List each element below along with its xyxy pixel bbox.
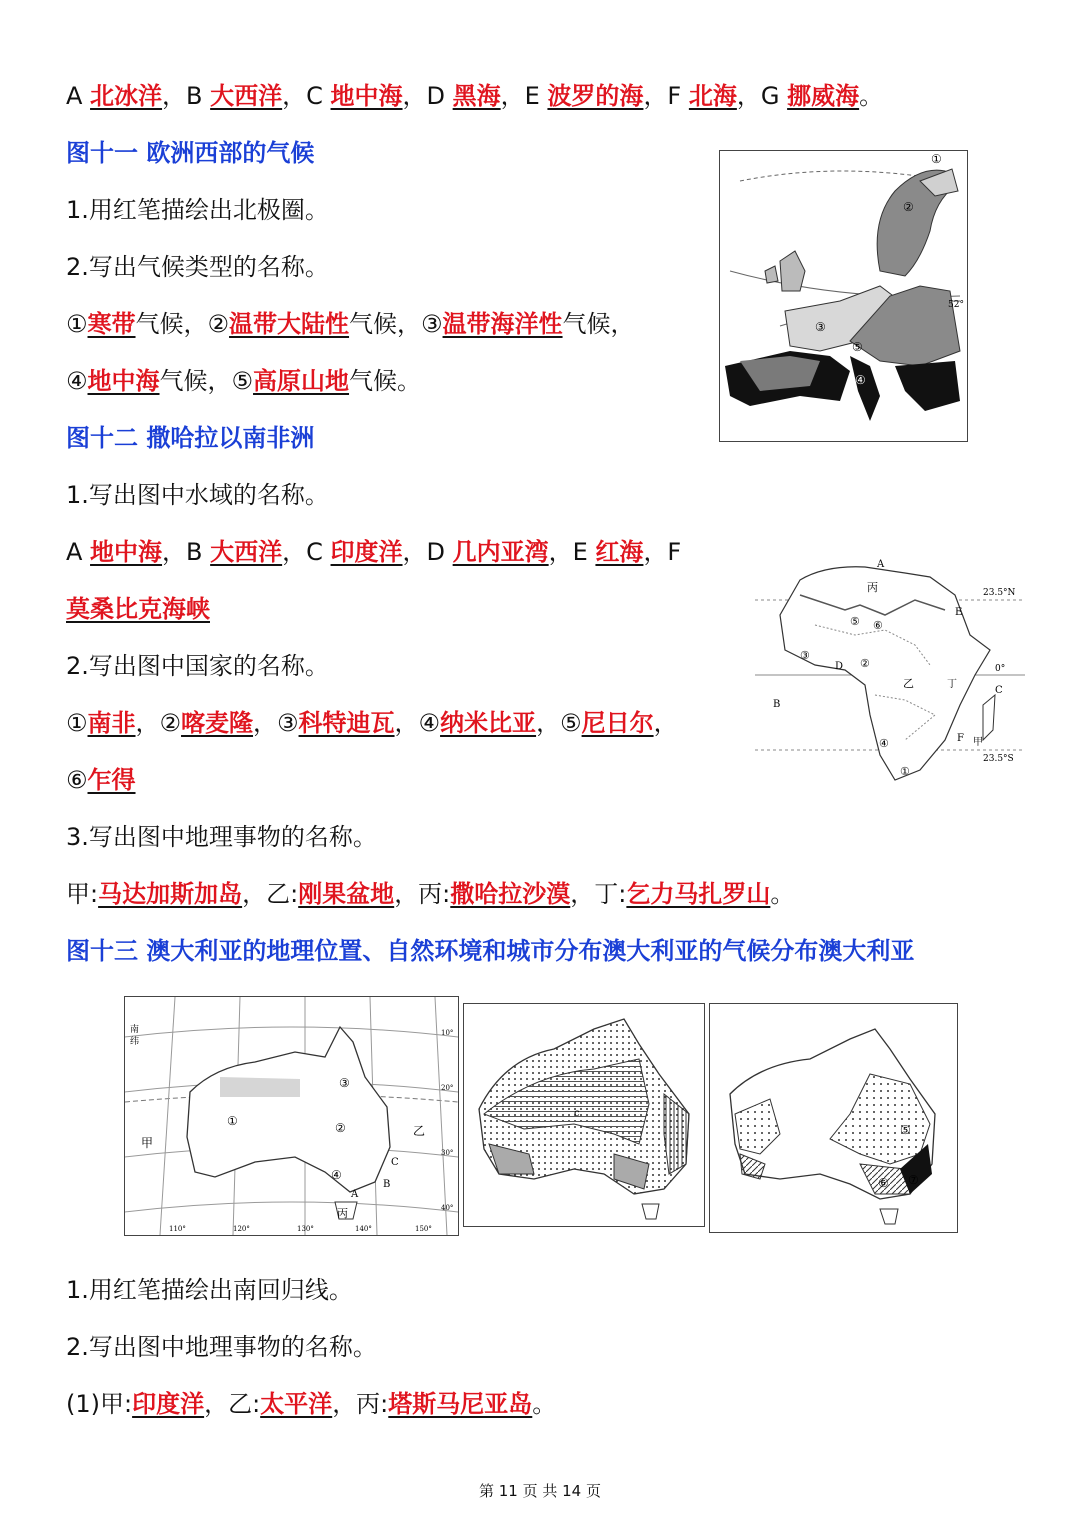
africa-label-equator: 0° bbox=[995, 664, 1006, 674]
answer-water-f: 莫桑比克海峡 bbox=[66, 595, 210, 623]
aus1-label-3: ③ bbox=[339, 1076, 350, 1090]
africa-map bbox=[755, 555, 1025, 790]
answer-water-e: 红海 bbox=[595, 538, 644, 566]
australia-climate-map bbox=[463, 1003, 705, 1227]
aus1-label-bing: 丙 bbox=[337, 1207, 348, 1220]
aus1-tick-110: 110° bbox=[169, 1225, 186, 1233]
section-11-title: 图十一 欧洲西部的气候 bbox=[66, 139, 315, 167]
africa-label-yi: 乙 bbox=[903, 677, 914, 690]
text: ，③ bbox=[253, 709, 299, 737]
map-label-1: ① bbox=[931, 152, 942, 166]
answer-water-b: 大西洋 bbox=[210, 538, 283, 566]
africa-label-E: E bbox=[955, 607, 963, 618]
answer-country-4: 纳米比亚 bbox=[440, 709, 537, 737]
answer-climate-4: 地中海 bbox=[87, 367, 160, 395]
aus1-tick-140: 140° bbox=[355, 1225, 372, 1233]
africa-label-C: C bbox=[995, 685, 1003, 696]
text: ⑥ bbox=[66, 766, 88, 794]
answer-feature-2: 刚果盆地 bbox=[298, 880, 395, 908]
label-b: ，B bbox=[162, 82, 211, 110]
s11-question-2: 2.写出气候类型的名称。 bbox=[66, 253, 329, 281]
text: 甲: bbox=[66, 880, 99, 908]
map-lat-label: 52° bbox=[948, 300, 964, 310]
s12-question-1: 1.写出图中水域的名称。 bbox=[66, 481, 329, 509]
answer-aus-2: 太平洋 bbox=[260, 1390, 333, 1418]
africa-label-tropic-n: 23.5°N bbox=[983, 588, 1016, 598]
answer-feature-1: 马达加斯加岛 bbox=[98, 880, 243, 908]
period: 。 bbox=[859, 82, 884, 110]
text: ，丁: bbox=[570, 880, 627, 908]
answer-e: 波罗的海 bbox=[547, 82, 644, 110]
map-label-2: ② bbox=[903, 200, 914, 214]
text: 气候，② bbox=[135, 310, 230, 338]
answer-feature-4: 乞力马扎罗山 bbox=[626, 880, 771, 908]
africa-label-5: ⑤ bbox=[850, 615, 860, 628]
answer-b: 大西洋 bbox=[210, 82, 283, 110]
s11-question-1: 1.用红笔描绘出北极圈。 bbox=[66, 196, 329, 224]
text: 气候，③ bbox=[349, 310, 443, 338]
aus2-label-c: c bbox=[574, 1108, 580, 1119]
text: 气候，⑤ bbox=[159, 367, 254, 395]
australia-climate-distribution-map bbox=[709, 1003, 958, 1233]
answer-climate-1: 寒带 bbox=[87, 310, 136, 338]
text: 。 bbox=[532, 1390, 557, 1418]
africa-label-ding: 丁 bbox=[947, 679, 957, 690]
text: ，C bbox=[282, 538, 331, 566]
text: A bbox=[66, 538, 91, 566]
section-13-title: 图十三 澳大利亚的地理位置、自然环境和城市分布澳大利亚的气候分布澳大利亚 bbox=[66, 937, 915, 965]
text: ，丙: bbox=[394, 880, 451, 908]
aus1-label-lat-s: 南 bbox=[130, 1025, 140, 1035]
text: 气候。 bbox=[349, 367, 422, 395]
text: ，② bbox=[135, 709, 182, 737]
aus3-label-6: ⑥ bbox=[878, 1176, 889, 1190]
aus1-label-jia: 甲 bbox=[141, 1136, 154, 1150]
text: (1)甲: bbox=[66, 1390, 133, 1418]
text: 。 bbox=[770, 880, 795, 908]
aus1-label-yi: 乙 bbox=[413, 1124, 426, 1138]
label-d: ，D bbox=[402, 82, 453, 110]
answer-climate-3: 温带海洋性 bbox=[442, 310, 563, 338]
africa-label-F: F bbox=[957, 733, 964, 744]
answer-aus-3: 塔斯马尼亚岛 bbox=[388, 1390, 533, 1418]
answer-a: 北冰洋 bbox=[90, 82, 163, 110]
answer-water-d: 几内亚湾 bbox=[452, 538, 549, 566]
answer-water-c: 印度洋 bbox=[330, 538, 403, 566]
africa-label-B: B bbox=[773, 699, 781, 710]
s13-answers bbox=[66, 1388, 556, 1420]
aus1-label-A: A bbox=[351, 1189, 359, 1200]
s12-feature-answers bbox=[66, 878, 794, 910]
answer-d: 黑海 bbox=[452, 82, 501, 110]
aus3-label-7: ⑦ bbox=[908, 1173, 919, 1187]
aus1-lat-20: 20° bbox=[441, 1084, 454, 1092]
africa-label-A: A bbox=[877, 559, 885, 570]
answer-water-a: 地中海 bbox=[90, 538, 163, 566]
aus1-label-lat-w: 纬 bbox=[130, 1037, 140, 1047]
text: ，D bbox=[402, 538, 453, 566]
text: 气候， bbox=[562, 310, 635, 338]
answer-c: 地中海 bbox=[330, 82, 403, 110]
text: ，乙: bbox=[204, 1390, 261, 1418]
s13-question-1: 1.用红笔描绘出南回归线。 bbox=[66, 1276, 353, 1304]
text: ，丙: bbox=[332, 1390, 389, 1418]
seas-answer-line bbox=[66, 80, 883, 112]
s12-question-3: 3.写出图中地理事物的名称。 bbox=[66, 823, 377, 851]
aus1-tick-150: 150° bbox=[415, 1225, 432, 1233]
australia-location-map bbox=[124, 996, 459, 1236]
answer-g: 挪威海 bbox=[787, 82, 860, 110]
aus1-label-C: C bbox=[391, 1157, 399, 1168]
s13-question-2: 2.写出图中地理事物的名称。 bbox=[66, 1333, 377, 1361]
map-label-4: ④ bbox=[855, 373, 866, 387]
aus1-lat-10: 10° bbox=[441, 1029, 454, 1037]
text: ，E bbox=[548, 538, 596, 566]
answer-feature-3: 撒哈拉沙漠 bbox=[450, 880, 571, 908]
page-footer: 第 11 页 共 14 页 bbox=[478, 1482, 601, 1500]
text: ，乙: bbox=[242, 880, 299, 908]
aus1-tick-130: 130° bbox=[297, 1225, 314, 1233]
aus1-tick-120: 120° bbox=[233, 1225, 250, 1233]
label-e: ，E bbox=[500, 82, 548, 110]
aus1-label-2: ② bbox=[335, 1121, 346, 1135]
label-f: ，F bbox=[643, 82, 689, 110]
s12-water-answers bbox=[66, 536, 681, 568]
africa-label-2: ② bbox=[860, 657, 870, 670]
answer-country-3: 科特迪瓦 bbox=[298, 709, 395, 737]
label-c: ，C bbox=[282, 82, 331, 110]
text: ，⑤ bbox=[536, 709, 582, 737]
africa-label-tropic-s: 23.5°S bbox=[983, 754, 1014, 764]
answer-country-2: 喀麦隆 bbox=[181, 709, 254, 737]
map-label-3: ③ bbox=[815, 320, 826, 334]
s11-answer-line-2 bbox=[66, 365, 421, 397]
africa-label-jia: 甲 bbox=[973, 737, 983, 748]
aus1-lat-30: 30° bbox=[441, 1149, 454, 1157]
africa-label-3: ③ bbox=[800, 649, 810, 662]
aus1-label-1: ① bbox=[227, 1114, 238, 1128]
text: ① bbox=[66, 310, 88, 338]
answer-climate-5: 高原山地 bbox=[253, 367, 350, 395]
answer-country-6: 乍得 bbox=[87, 766, 136, 794]
answer-f: 北海 bbox=[688, 82, 737, 110]
s12-country-answers bbox=[66, 707, 678, 739]
africa-label-D: D bbox=[835, 661, 844, 672]
africa-label-bing: 丙 bbox=[867, 581, 878, 594]
aus3-label-5: ⑤ bbox=[900, 1123, 911, 1137]
aus1-label-B: B bbox=[383, 1179, 391, 1190]
text: ④ bbox=[66, 367, 88, 395]
section-12-title: 图十二 撒哈拉以南非洲 bbox=[66, 424, 315, 452]
s12-country-answer-6 bbox=[66, 764, 136, 796]
s12-water-answer-f bbox=[66, 593, 210, 625]
africa-label-1: ① bbox=[900, 765, 910, 778]
europe-climate-map bbox=[719, 150, 968, 442]
text: ，④ bbox=[394, 709, 441, 737]
africa-label-4: ④ bbox=[879, 737, 889, 750]
s11-answer-line-1 bbox=[66, 308, 635, 340]
text: ① bbox=[66, 709, 88, 737]
answer-country-5: 尼日尔 bbox=[581, 709, 654, 737]
answer-aus-1: 印度洋 bbox=[132, 1390, 205, 1418]
text: ，F bbox=[643, 538, 682, 566]
label-g: ，G bbox=[736, 82, 788, 110]
answer-country-1: 南非 bbox=[87, 709, 136, 737]
s12-question-2: 2.写出图中国家的名称。 bbox=[66, 652, 329, 680]
label-a: A bbox=[66, 82, 91, 110]
africa-label-6: ⑥ bbox=[873, 619, 883, 632]
text: ，B bbox=[162, 538, 211, 566]
map-label-5: ⑤ bbox=[852, 340, 863, 354]
aus1-lat-40: 40° bbox=[441, 1204, 454, 1212]
aus1-label-4: ④ bbox=[331, 1168, 342, 1182]
answer-climate-2: 温带大陆性 bbox=[229, 310, 350, 338]
text: ， bbox=[653, 709, 678, 737]
